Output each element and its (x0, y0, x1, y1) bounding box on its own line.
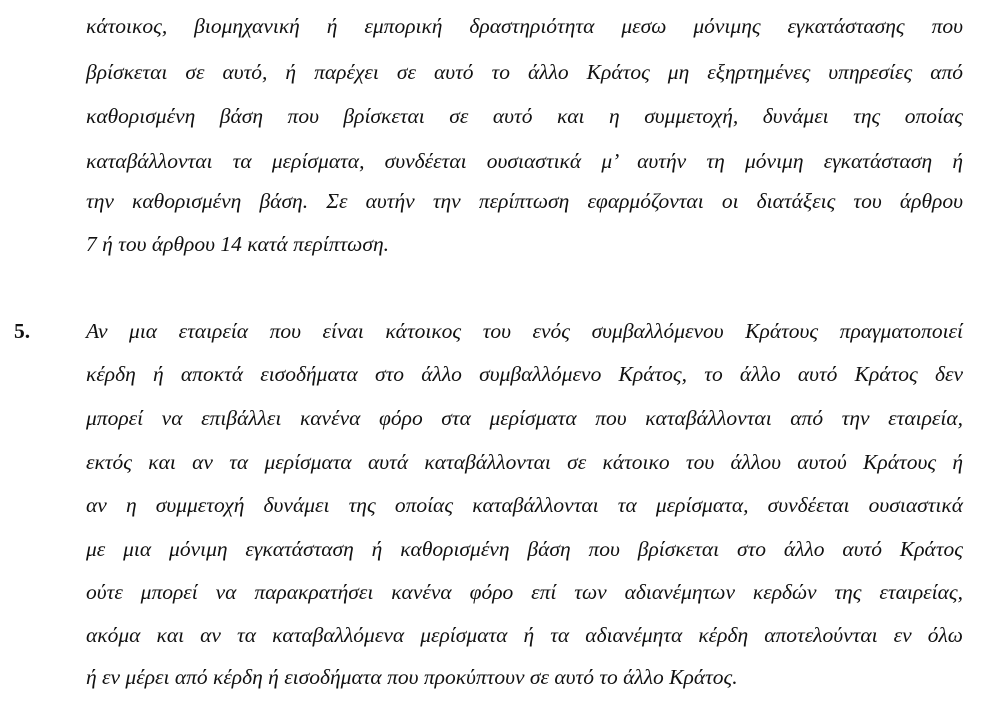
paragraph-5-line-9: ή εν μέρει από κέρδη ή εισοδήματα που προκύπτουν σε αυτό το άλλο Κράτος. (86, 665, 738, 689)
paragraph-5-line-3: μπορεί να επιβάλλει κανένα φόρο στα μερίσματα που καταβάλλονται από την εταιρεία, (86, 406, 963, 430)
paragraph-5-number: 5. (14, 319, 31, 343)
paragraph-5-line-7: ούτε μπορεί να παρακρατήσει κανένα φόρο επί των αδιανέμητων κερδών της εταιρείας, (86, 580, 963, 604)
paragraph-5-line-1: Αν μια εταιρεία που είναι κάτοικος του ενός συμβαλλόμενου Κράτους πραγματοποιεί (86, 319, 963, 343)
paragraph-5-line-2: κέρδη ή αποκτά εισοδήματα στο άλλο συμβαλλόμενο Κράτος, το άλλο αυτό Κράτος δεν (86, 362, 963, 386)
paragraph-5-line-4: εκτός και αν τα μερίσματα αυτά καταβάλλονται σε κάτοικο του άλλου αυτού Κράτους ή (86, 450, 963, 474)
paragraph-4-line-1: κάτοικος, βιομηχανική ή εμπορική δραστηριότητα μεσω μόνιμης εγκατάστασης που (86, 14, 963, 38)
paragraph-4-line-6: 7 ή του άρθρου 14 κατά περίπτωση. (86, 232, 389, 256)
paragraph-5-line-8: ακόμα και αν τα καταβαλλόμενα μερίσματα ή τα αδιανέμητα κέρδη αποτελούνται εν όλω (86, 623, 963, 647)
paragraph-5-line-5: αν η συμμετοχή δυνάμει της οποίας καταβάλλονται τα μερίσματα, συνδέεται ουσιαστικά (86, 493, 963, 517)
paragraph-5-line-6: με μια μόνιμη εγκατάσταση ή καθορισμένη βάση που βρίσκεται στο άλλο αυτό Κράτος (86, 537, 963, 561)
paragraph-4-line-3: καθορισμένη βάση που βρίσκεται σε αυτό και η συμμετοχή, δυνάμει της οποίας (86, 104, 963, 128)
paragraph-4-line-2: βρίσκεται σε αυτό, ή παρέχει σε αυτό το άλλο Κράτος μη εξηρτημένες υπηρεσίες από (86, 60, 963, 84)
paragraph-4-line-5: την καθορισμένη βάση. Σε αυτήν την περίπτωση εφαρμόζονται οι διατάξεις του άρθρου (86, 189, 963, 213)
paragraph-4-line-4: καταβάλλονται τα μερίσματα, συνδέεται ουσιαστικά μ’ αυτήν τη μόνιμη εγκατάσταση ή (86, 149, 963, 173)
